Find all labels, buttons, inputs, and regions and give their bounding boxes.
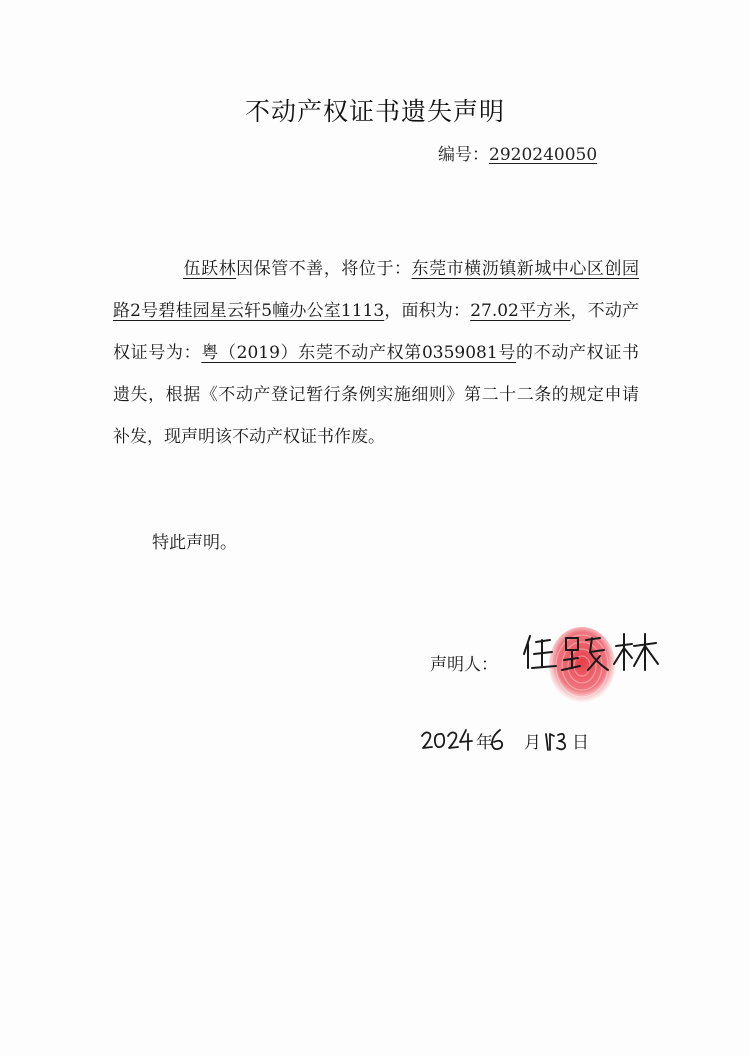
declarant-label: 声明人：	[430, 655, 498, 675]
handwritten-signature	[520, 628, 660, 678]
month-unit: 月	[524, 733, 541, 753]
owner-name: 伍跃林	[183, 259, 237, 279]
number-value: 2920240050	[489, 145, 598, 165]
declaration-body	[113, 248, 639, 458]
handwritten-date-digits	[420, 720, 620, 760]
property-area: 27.02平方米	[470, 301, 571, 321]
closing-statement: 特此声明。	[152, 533, 237, 553]
document-title: 不动产权证书遗失声明	[244, 97, 505, 126]
declarant-block	[430, 640, 690, 690]
document-number	[438, 140, 597, 165]
body-text-4: 的不动产权证书遗失，根据《不动产登记暂行条例实施细则》第二十二条的规定申请补发，现声明该不动产权证书作废。	[113, 343, 640, 447]
number-label: 编号：	[438, 145, 489, 165]
year-unit: 年	[476, 733, 493, 753]
property-address: 东莞市横沥镇新城中心区创园路2号碧桂园星云轩5幢办公室1113	[113, 259, 640, 321]
declaration-date	[420, 720, 620, 760]
body-text-2: ，面积为：	[384, 301, 471, 321]
body-text-3: ，不动产权证号为：	[113, 301, 640, 363]
certificate-number: 粤（2019）东莞不动产权第0359081号	[201, 343, 516, 363]
day-unit: 日	[572, 733, 589, 753]
body-text-1: 因保管不善，将位于：	[236, 259, 412, 279]
